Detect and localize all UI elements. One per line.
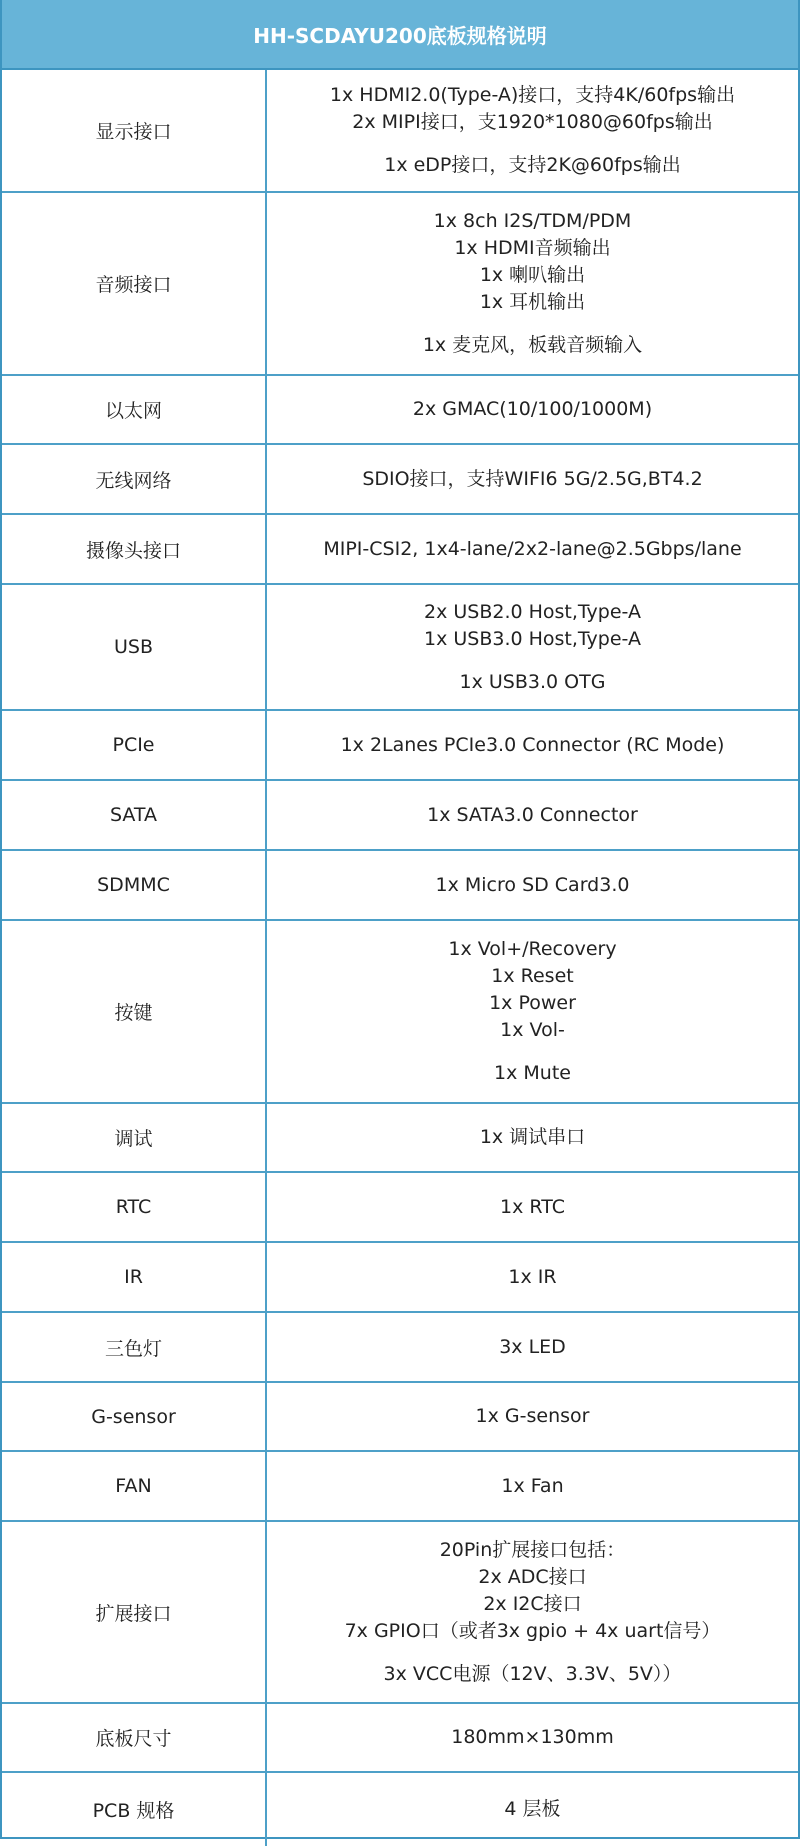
value-line: 1x 8ch I2S/TDM/PDM — [433, 210, 632, 232]
value-line: 1x 2Lanes PCIe3.0 Connector (RC Mode) — [340, 733, 725, 756]
row-value — [267, 781, 798, 849]
table-row — [2, 1522, 798, 1704]
value-line: 2x ADC接口 — [478, 1565, 587, 1588]
row-label: 三色灯 — [2, 1313, 267, 1381]
row-value — [267, 1773, 798, 1846]
value-line: 1x Micro SD Card3.0 — [435, 873, 630, 896]
value-line: 1x Power — [489, 992, 576, 1014]
row-value — [267, 1704, 798, 1771]
table-row — [2, 711, 798, 781]
value-line: 3x LED — [499, 1335, 566, 1358]
value-line: 1x 调试串口 — [479, 1126, 586, 1148]
value-line: 1x RTC — [500, 1195, 565, 1218]
table-row — [2, 585, 798, 711]
table-row — [2, 193, 798, 376]
row-value — [267, 711, 798, 779]
row-label: SATA — [2, 781, 267, 849]
value-line: 1x eDP接口，支持2K@60fps输出 — [384, 154, 681, 176]
value-line: 1x IR — [508, 1265, 557, 1288]
row-label: 扩展接口 — [2, 1522, 267, 1702]
row-value — [267, 376, 798, 443]
row-value — [267, 1452, 798, 1520]
value-line: 1x G-sensor — [475, 1405, 590, 1427]
row-label: SDMMC — [2, 851, 267, 919]
table-row — [2, 445, 798, 515]
row-value — [267, 1383, 798, 1450]
value-line: 2x MIPI接口，支1920*1080@60fps输出 — [352, 111, 713, 133]
row-value — [267, 1243, 798, 1311]
table-row — [2, 851, 798, 921]
row-label: FAN — [2, 1452, 267, 1520]
row-label: G-sensor — [2, 1383, 267, 1450]
value-line: 1x HDMI音频输出 — [454, 237, 611, 259]
table-row — [2, 515, 798, 585]
row-label: 音频接口 — [2, 193, 267, 374]
row-value — [267, 445, 798, 513]
table-row — [2, 1773, 798, 1846]
value-line: 1x Mute — [494, 1062, 571, 1084]
table-body — [2, 70, 798, 1846]
value-line: SDIO接口，支持WIFI6 5G/2.5G,BT4.2 — [362, 467, 703, 490]
value-line: 2x USB2.0 Host,Type-A — [423, 600, 641, 623]
row-label: 以太网 — [2, 376, 267, 443]
row-label: PCB 规格 — [2, 1773, 267, 1846]
row-label: 显示接口 — [2, 70, 267, 191]
value-line: 2x I2C接口 — [483, 1592, 582, 1615]
value-line: 4 层板 — [504, 1798, 561, 1820]
value-line: 7x GPIO口（或者3x gpio + 4x uart信号） — [344, 1619, 721, 1642]
table-row — [2, 781, 798, 851]
table-row — [2, 1383, 798, 1452]
row-value — [267, 193, 798, 374]
table-row — [2, 376, 798, 445]
value-line: 2x GMAC(10/100/1000M) — [412, 398, 653, 420]
row-label: RTC — [2, 1173, 267, 1241]
row-label: 摄像头接口 — [2, 515, 267, 583]
row-label: IR — [2, 1243, 267, 1311]
value-line: 1x USB3.0 OTG — [459, 670, 606, 693]
value-line: 1x 喇叭输出 — [479, 264, 586, 286]
row-value — [267, 851, 798, 919]
row-label: 无线网络 — [2, 445, 267, 513]
value-line: 20Pin扩展接口包括： — [439, 1538, 626, 1561]
table-row — [2, 1313, 798, 1383]
row-label: 调试 — [2, 1104, 267, 1171]
row-value — [267, 1313, 798, 1381]
row-value — [267, 1522, 798, 1702]
row-label: USB — [2, 585, 267, 709]
value-line: MIPI-CSI2, 1x4-lane/2x2-lane@2.5Gbps/lane — [323, 537, 742, 560]
row-value — [267, 1173, 798, 1241]
row-value — [267, 515, 798, 583]
value-line: 1x 麦克风，板载音频输入 — [422, 334, 643, 356]
row-value — [267, 1104, 798, 1171]
row-value — [267, 585, 798, 709]
value-line: 1x Fan — [501, 1474, 564, 1497]
value-line: 1x Reset — [491, 965, 574, 987]
table-row — [2, 1173, 798, 1243]
table-row — [2, 921, 798, 1104]
table-row — [2, 1243, 798, 1313]
value-line: 1x USB3.0 Host,Type-A — [423, 627, 641, 650]
value-line: 1x Vol+/Recovery — [448, 938, 617, 960]
row-label: PCIe — [2, 711, 267, 779]
value-line: 1x SATA3.0 Connector — [427, 803, 638, 826]
table-row — [2, 70, 798, 193]
value-line: 1x 耳机输出 — [479, 291, 586, 313]
value-line: 180mm×130mm — [451, 1726, 614, 1748]
value-line: 1x Vol- — [500, 1019, 565, 1041]
value-line: 1x HDMI2.0(Type-A)接口，支持4K/60fps输出 — [329, 84, 736, 106]
row-value — [267, 70, 798, 191]
table-row — [2, 1704, 798, 1773]
value-line: 3x VCC电源（12V、3.3V、5V）） — [383, 1662, 682, 1685]
row-label: 按键 — [2, 921, 267, 1102]
table-row — [2, 1452, 798, 1522]
table-title: HH-SCDAYU200底板规格说明 — [2, 0, 798, 70]
row-value — [267, 921, 798, 1102]
table-row — [2, 1104, 798, 1173]
row-label: 底板尺寸 — [2, 1704, 267, 1771]
